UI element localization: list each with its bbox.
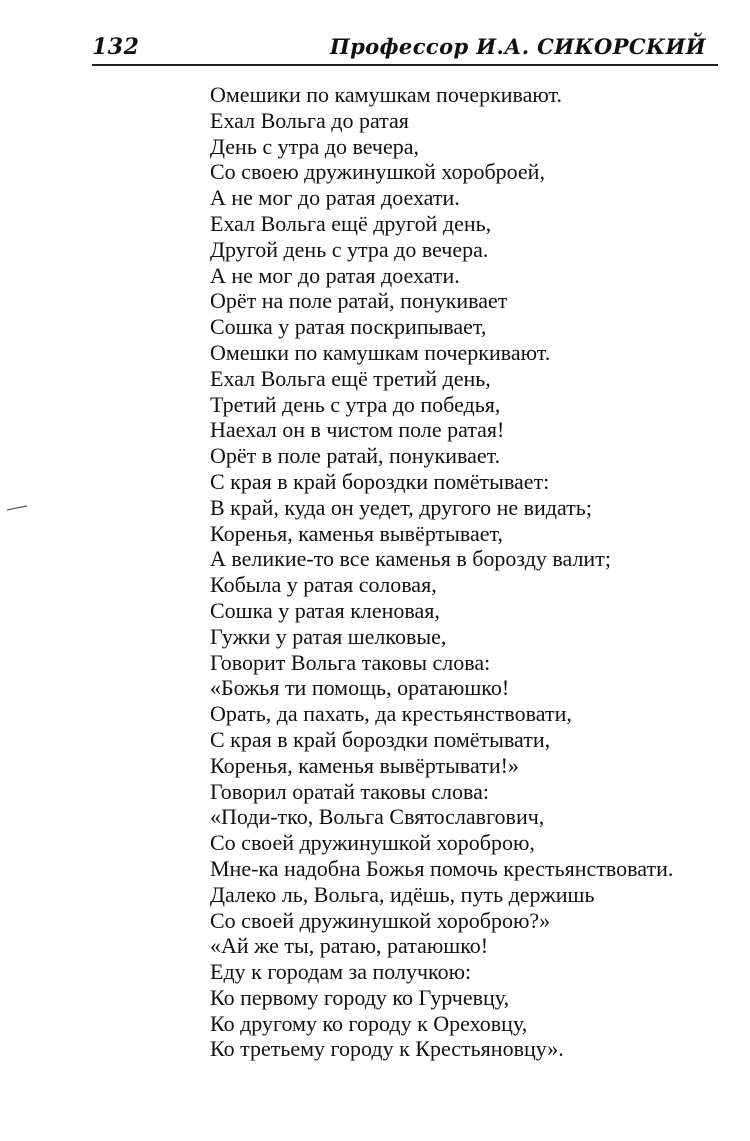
poem-line: Наехал он в чистом поле ратая! xyxy=(210,417,505,443)
poem-line: Ко первому городу ко Гурчевцу, xyxy=(210,984,510,1010)
poem-line: Далеко ль, Вольга, идёшь, путь держишь xyxy=(210,881,595,907)
poem-line: «Ай же ты, ратаю, ратаюшко! xyxy=(210,933,489,959)
page-header xyxy=(92,30,718,64)
poem-line: Ехал Вольга ещё третий день, xyxy=(210,365,491,391)
poem-line: Орёт в поле ратай, понукивает. xyxy=(210,443,501,469)
poem-line: А не мог до ратая доехати. xyxy=(210,185,460,211)
poem-line: Сошка у ратая кленовая, xyxy=(210,597,440,623)
poem-line: Со своей дружинушкой хороброю, xyxy=(210,830,535,856)
poem-line: Ко третьему городу к Крестьяновцу». xyxy=(210,1036,564,1062)
poem-line: С края в край бороздки помётывати, xyxy=(210,726,551,752)
poem-line: Со своею дружинушкой хороброей, xyxy=(210,159,545,185)
poem-body xyxy=(210,82,710,1062)
poem-line: Со своей дружинушкой хороброю?» xyxy=(210,907,551,933)
poem-line: Орёт на поле ратай, понукивает xyxy=(210,288,508,314)
poem-line: Еду к городам за получкою: xyxy=(210,959,472,985)
poem-line: Коренья, каменья вывёртывает, xyxy=(210,520,504,546)
poem-line: Другой день с утра до вечера. xyxy=(210,236,489,262)
poem-line: Ехал Вольга ещё другой день, xyxy=(210,210,492,236)
poem-line: Ехал Вольга до ратая xyxy=(210,107,409,133)
poem-line: Сошка у ратая поскрипывает, xyxy=(210,314,487,340)
poem-line: В край, куда он уедет, другого не видать; xyxy=(210,494,592,520)
poem-line: А не мог до ратая доехати. xyxy=(210,262,460,288)
poem-line: Ко другому ко городу к Ореховцу, xyxy=(210,1010,528,1036)
margin-pencil-mark xyxy=(6,505,28,511)
poem-line: Третий день с утра до победья, xyxy=(210,391,501,417)
poem-line: Орать, да пахать, да крестьянствовати, xyxy=(210,701,572,727)
poem-line: День с утра до вечера, xyxy=(210,133,420,159)
poem-line: Омешики по камушкам почеркивают. xyxy=(210,82,563,107)
poem-line: С края в край бороздки помётывает: xyxy=(210,468,550,494)
poem-line: Омешки по камушкам почеркивают. xyxy=(210,339,551,365)
poem-line: «Поди-тко, Вольга Святославгович, xyxy=(210,804,545,830)
running-head: Профессор И.А. СИКОРСКИЙ xyxy=(329,34,706,59)
poem-line: Мне-ка надобна Божья помочь крестьянствовати. xyxy=(210,855,674,881)
poem-line: Гужки у ратая шелковые, xyxy=(210,623,447,649)
poem-line: Коренья, каменья вывёртывати!» xyxy=(210,752,519,778)
poem-line: Кобыла у ратая соловая, xyxy=(210,572,437,598)
page-number: 132 xyxy=(92,34,140,60)
poem-line: Говорил оратай таковы слова: xyxy=(210,778,489,804)
poem-line: Говорит Вольга таковы слова: xyxy=(210,649,491,675)
poem-line: А великие-то все каменья в борозду валит; xyxy=(210,546,611,572)
poem-line: «Божья ти помощь, оратаюшко! xyxy=(210,675,510,701)
header-rule xyxy=(92,64,718,66)
